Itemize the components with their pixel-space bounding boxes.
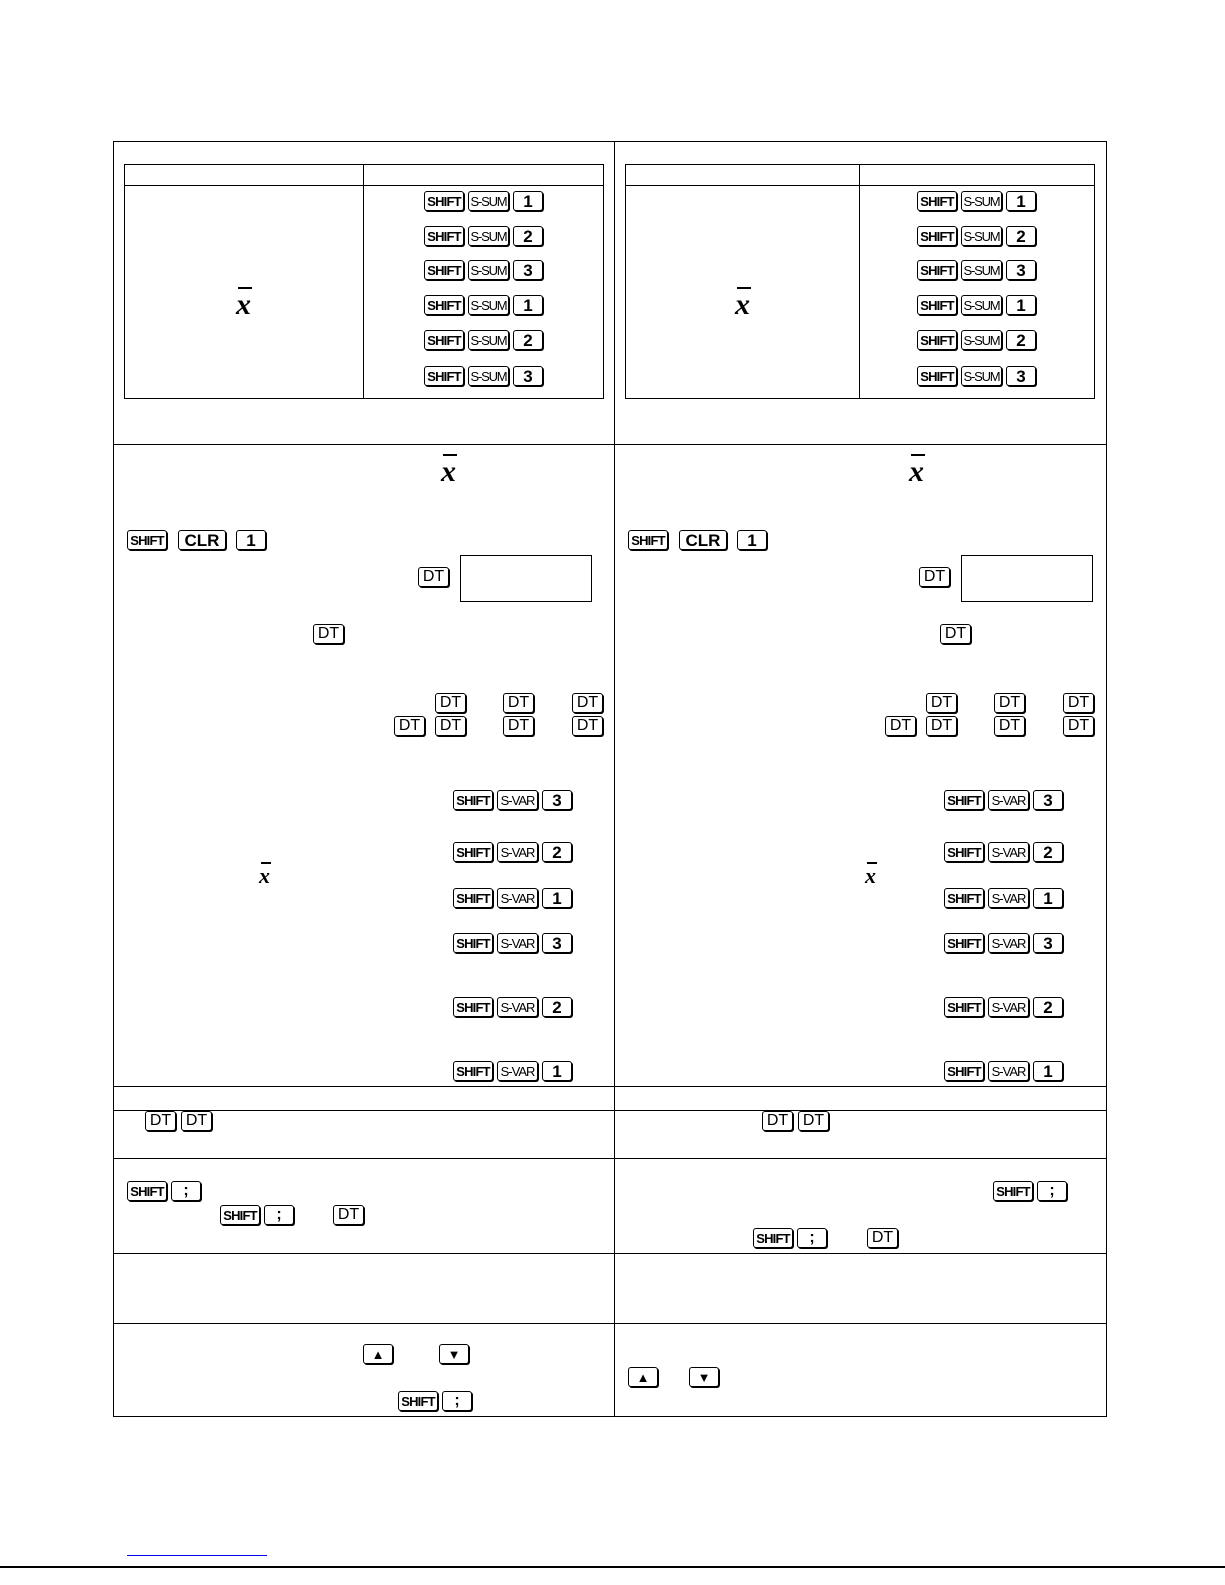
key-3[interactable]: 3 [513,260,543,280]
semicolon-key[interactable]: ; [264,1205,294,1225]
dt-key[interactable]: DT [313,624,344,644]
s-var-key[interactable]: S-VAR [497,888,538,908]
key-1[interactable]: 1 [1006,191,1036,211]
footer-link[interactable] [127,1555,267,1556]
s-var-key[interactable]: S-VAR [988,790,1029,810]
shift-key[interactable]: SHIFT [220,1205,260,1225]
down-arrow-key[interactable] [439,1344,469,1364]
mean-symbol: x [259,863,270,888]
key-3[interactable]: 3 [1033,790,1063,810]
dt-key[interactable]: DT [798,1111,829,1131]
column-divider [614,141,615,1417]
key-3[interactable]: 3 [1006,366,1036,386]
row-divider [113,1110,1107,1111]
shift-key[interactable]: SHIFT [424,226,464,246]
key-2[interactable]: 2 [1006,226,1036,246]
up-arrow-icon: ▲ [636,1369,650,1385]
clr-key[interactable]: CLR [178,530,226,550]
shift-key[interactable]: SHIFT [453,888,493,908]
shift-key[interactable]: SHIFT [917,295,957,315]
shift-key[interactable]: SHIFT [127,1181,167,1201]
s-var-key[interactable]: S-VAR [497,842,538,862]
bottom-rule [0,1566,1225,1568]
up-arrow-key[interactable] [628,1367,658,1387]
key-2[interactable]: 2 [513,226,543,246]
shift-key[interactable]: SHIFT [628,530,668,550]
s-sum-key[interactable]: S-SUM [468,226,509,246]
s-sum-key[interactable]: S-SUM [961,226,1002,246]
s-sum-key[interactable]: S-SUM [468,295,509,315]
shift-key[interactable]: SHIFT [453,997,493,1017]
up-arrow-icon: ▲ [371,1346,385,1362]
shift-key[interactable]: SHIFT [917,260,957,280]
shift-key[interactable]: SHIFT [944,933,984,953]
s-var-key[interactable]: S-VAR [988,888,1029,908]
dt-key[interactable]: DT [503,716,534,736]
shift-key[interactable]: SHIFT [944,842,984,862]
s-var-key[interactable]: S-VAR [497,1061,538,1081]
s-var-key[interactable]: S-VAR [988,933,1029,953]
row-divider [113,1253,1107,1254]
shift-key[interactable]: SHIFT [917,330,957,350]
shift-key[interactable]: SHIFT [753,1228,793,1248]
row-divider [113,444,1107,445]
key-1[interactable]: 1 [737,530,767,550]
row-divider [113,1086,1107,1087]
key-1[interactable]: 1 [542,888,572,908]
row-divider [113,1158,1107,1159]
dt-key[interactable]: DT [418,567,449,587]
shift-key[interactable]: SHIFT [917,191,957,211]
key-2[interactable]: 2 [542,997,572,1017]
dt-key[interactable]: DT [919,567,950,587]
key-1[interactable]: 1 [513,295,543,315]
shift-key[interactable]: SHIFT [424,295,464,315]
shift-key[interactable]: SHIFT [453,842,493,862]
semicolon-key[interactable]: ; [797,1228,827,1248]
shift-key[interactable]: SHIFT [424,330,464,350]
down-arrow-icon: ▼ [447,1346,461,1362]
shift-key[interactable]: SHIFT [944,997,984,1017]
mean-symbol: x [441,455,456,488]
dt-key[interactable]: DT [885,716,916,736]
s-var-key[interactable]: S-VAR [497,933,538,953]
dt-key[interactable]: DT [181,1111,212,1131]
key-2[interactable]: 2 [513,330,543,350]
shift-key[interactable]: SHIFT [424,366,464,386]
semicolon-key[interactable]: ; [171,1181,201,1201]
row-divider [113,1323,1107,1324]
semicolon-key[interactable]: ; [442,1391,472,1411]
key-3[interactable]: 3 [542,933,572,953]
table-header-divider [124,185,604,186]
key-1[interactable]: 1 [1033,888,1063,908]
s-sum-key[interactable]: S-SUM [468,191,509,211]
key-1[interactable]: 1 [513,191,543,211]
key-2[interactable]: 2 [1006,330,1036,350]
shift-key[interactable]: SHIFT [424,191,464,211]
shift-key[interactable]: SHIFT [944,1061,984,1081]
s-sum-key[interactable]: S-SUM [961,260,1002,280]
shift-key[interactable]: SHIFT [944,888,984,908]
mean-symbol: x [909,455,924,488]
mean-symbol: x [865,863,876,888]
dt-key[interactable]: DT [503,693,534,713]
key-1[interactable]: 1 [1033,1061,1063,1081]
key-3[interactable]: 3 [542,790,572,810]
dt-key[interactable]: DT [762,1111,793,1131]
shift-key[interactable]: SHIFT [993,1181,1033,1201]
mean-symbol: x [236,288,251,321]
dt-key[interactable]: DT [940,624,971,644]
key-1[interactable]: 1 [1006,295,1036,315]
s-var-key[interactable]: S-VAR [988,1061,1029,1081]
calculator-display [961,555,1093,602]
shift-key[interactable]: SHIFT [944,790,984,810]
s-var-key[interactable]: S-VAR [497,997,538,1017]
table-header-divider [625,185,1095,186]
shift-key[interactable]: SHIFT [127,530,167,550]
dt-key[interactable]: DT [572,693,603,713]
key-2[interactable]: 2 [542,842,572,862]
shift-key[interactable]: SHIFT [917,226,957,246]
s-sum-key[interactable]: S-SUM [961,366,1002,386]
s-sum-key[interactable]: S-SUM [961,330,1002,350]
key-3[interactable]: 3 [1006,260,1036,280]
down-arrow-key[interactable] [689,1367,719,1387]
key-2[interactable]: 2 [1033,842,1063,862]
shift-key[interactable]: SHIFT [398,1391,438,1411]
dt-key[interactable]: DT [994,716,1025,736]
shift-key[interactable]: SHIFT [424,260,464,280]
up-arrow-key[interactable] [363,1344,393,1364]
shift-key[interactable]: SHIFT [453,1061,493,1081]
key-3[interactable]: 3 [1033,933,1063,953]
shift-key[interactable]: SHIFT [453,790,493,810]
key-3[interactable]: 3 [513,366,543,386]
s-var-key[interactable]: S-VAR [988,842,1029,862]
s-sum-key[interactable]: S-SUM [961,191,1002,211]
s-sum-key[interactable]: S-SUM [961,295,1002,315]
s-sum-key[interactable]: S-SUM [468,260,509,280]
dt-key[interactable]: DT [435,716,466,736]
dt-key[interactable]: DT [994,693,1025,713]
table-column-divider [363,164,364,399]
dt-key[interactable]: DT [1063,716,1094,736]
dt-key[interactable]: DT [572,716,603,736]
clr-key[interactable]: CLR [679,530,727,550]
table-column-divider [859,164,860,399]
dt-key[interactable]: DT [926,693,957,713]
s-sum-key[interactable]: S-SUM [468,366,509,386]
dt-key[interactable]: DT [145,1111,176,1131]
dt-key[interactable]: DT [394,716,425,736]
key-1[interactable]: 1 [542,1061,572,1081]
key-2[interactable]: 2 [1033,997,1063,1017]
mean-symbol: x [735,288,750,321]
dt-key[interactable]: DT [1063,693,1094,713]
shift-key[interactable]: SHIFT [453,933,493,953]
semicolon-key[interactable]: ; [1037,1181,1067,1201]
dt-key[interactable]: DT [867,1228,898,1248]
down-arrow-icon: ▼ [697,1369,711,1385]
key-1[interactable]: 1 [236,530,266,550]
shift-key[interactable]: SHIFT [917,366,957,386]
dt-key[interactable]: DT [435,693,466,713]
dt-key[interactable]: DT [333,1205,364,1225]
s-sum-key[interactable]: S-SUM [468,330,509,350]
dt-key[interactable]: DT [926,716,957,736]
calculator-display [460,555,592,602]
s-var-key[interactable]: S-VAR [988,997,1029,1017]
s-var-key[interactable]: S-VAR [497,790,538,810]
